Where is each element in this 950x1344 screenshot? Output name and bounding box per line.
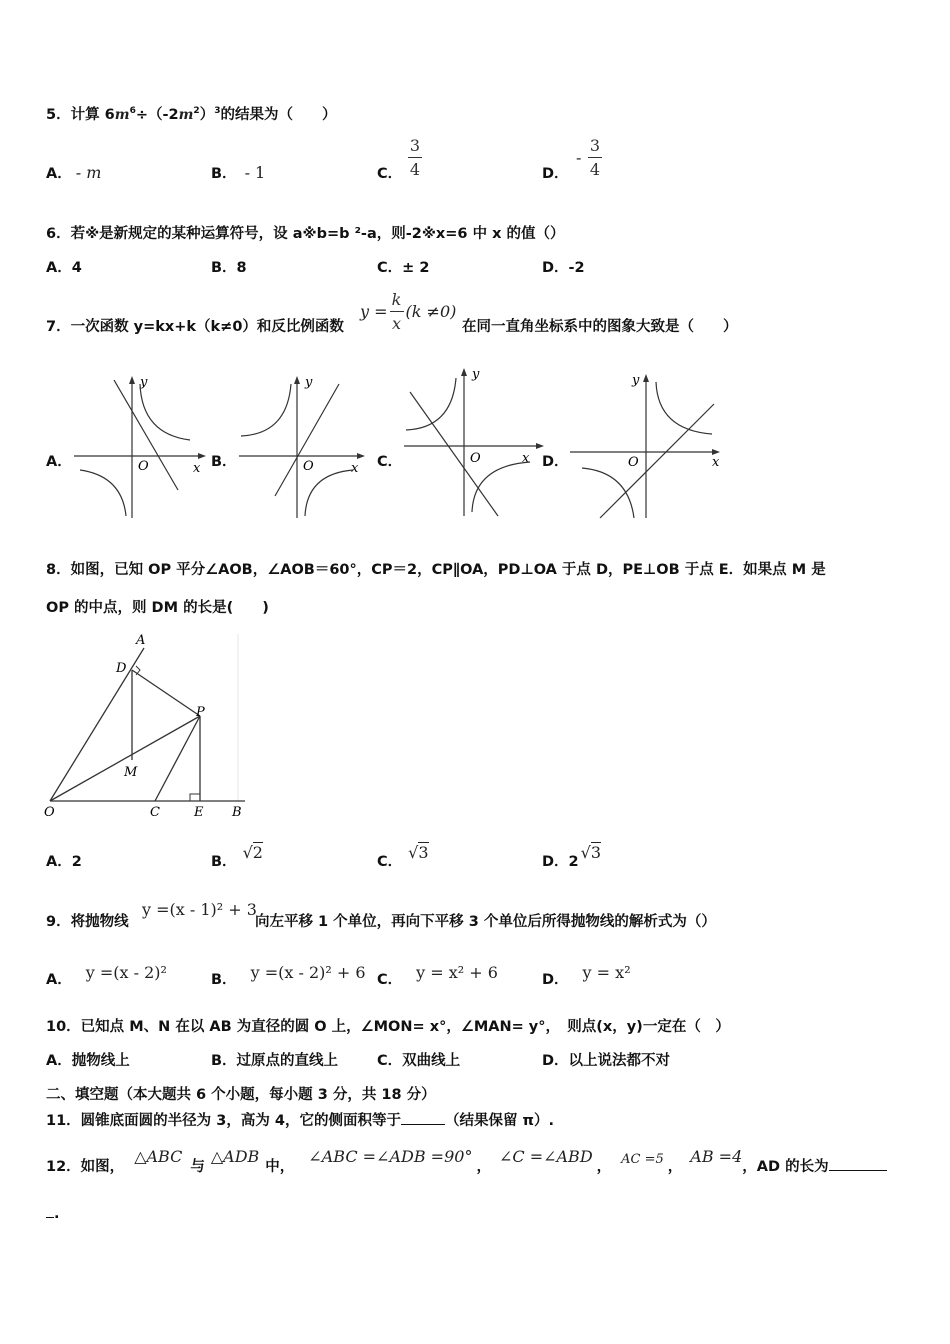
y-axis-arrow-icon <box>643 374 649 382</box>
q9-option-b[interactable]: B． y =(x - 2)² + 6 <box>211 963 366 988</box>
q10-option-a[interactable]: A．抛物线上 <box>46 1053 130 1069</box>
hyperbola-branch <box>241 384 291 436</box>
q6-option-c[interactable]: C．± 2 <box>377 260 430 276</box>
q12-continuation: . <box>46 1206 60 1222</box>
x-axis-label: x <box>712 455 720 470</box>
linear-function-line <box>275 384 339 496</box>
y-axis-label: y <box>472 367 480 382</box>
x-axis-arrow-icon <box>536 443 544 449</box>
x-axis-label: x <box>193 461 201 476</box>
guide <box>281 386 355 494</box>
q5-stem: 5．计算 $6m^6\div(-2m^2)^3$的结果为（ ） <box>46 106 337 123</box>
hyperbola-branch <box>80 470 126 516</box>
hyperbola-branch <box>472 462 530 512</box>
label-e: E <box>194 805 204 820</box>
q12-stem: 12．如图， △ABC 与 △ADB 中， ∠ABC =∠ADB =90° ， ∠C =∠ABD ， AC =5 ， AB =4 ，AD 的长为 <box>46 1155 887 1176</box>
y-axis-label: y <box>140 375 148 390</box>
origin-label: O <box>138 459 149 474</box>
q12-answer-blank[interactable] <box>829 1170 887 1171</box>
q7-option-b-label[interactable]: B． <box>211 454 237 470</box>
y-axis-arrow-icon <box>294 376 300 384</box>
guide <box>333 388 355 494</box>
label-o: O <box>44 805 55 820</box>
label-m: M <box>124 765 138 780</box>
guide <box>335 386 355 510</box>
q7-graph-b[interactable] <box>235 370 375 520</box>
x-axis-label: x <box>351 461 359 476</box>
q6-option-d[interactable]: D．-2 <box>542 260 585 276</box>
q5-option-d-label[interactable]: D． <box>542 166 569 182</box>
segment-pd <box>132 670 200 716</box>
linear-function-line <box>600 404 714 518</box>
q8-option-d[interactable]: D．2 √3 <box>542 843 602 870</box>
guide <box>335 386 345 518</box>
q8-option-a[interactable]: A．2 <box>46 854 82 870</box>
origin-label: O <box>303 459 314 474</box>
q7-graph-a[interactable] <box>70 370 210 520</box>
q6-stem: 6．若※是新规定的某种运算符号，设 a※b=b ²-a，则-2※x=6 中 x 的值（） <box>46 226 565 242</box>
q9-option-c[interactable]: C． y = x² + 6 <box>377 963 498 988</box>
q6-option-a[interactable]: A．4 <box>46 260 82 276</box>
q10-option-b[interactable]: B．过原点的直线上 <box>211 1053 339 1069</box>
label-c: C <box>150 805 160 820</box>
y-axis-label: y <box>632 373 640 388</box>
x-axis-arrow-icon <box>357 453 365 459</box>
y-axis-arrow-icon <box>129 376 135 384</box>
q5-option-a[interactable]: A． - m <box>46 163 102 182</box>
guide <box>335 386 353 494</box>
q8-option-b[interactable]: B． √2 <box>211 843 263 870</box>
q10-option-c[interactable]: C．双曲线上 <box>377 1053 461 1069</box>
section-2-title: 二、填空题（本大题共 6 个小题，每小题 3 分，共 18 分） <box>46 1087 436 1103</box>
q11-answer-blank[interactable] <box>401 1124 445 1125</box>
q9-option-a[interactable]: A． y =(x - 2)² <box>46 963 167 988</box>
q7-graph-c[interactable] <box>400 362 550 520</box>
q8-figure <box>40 626 250 822</box>
q5-option-b[interactable]: B． - 1 <box>211 163 266 182</box>
q10-option-d[interactable]: D．以上说法都不对 <box>542 1053 671 1069</box>
q8-stem-line1: 8．如图，已知 OP 平分∠AOB，∠AOB＝60°，CP＝2，CP∥OA，PD⊥OA 于点 D，PE⊥OB 于点 E．如果点 M 是 <box>46 562 826 578</box>
linear-function-line <box>410 392 498 516</box>
guide <box>281 386 357 494</box>
hyperbola-branch <box>656 382 712 434</box>
y-axis-label: y <box>305 375 313 390</box>
q7-option-d-label[interactable]: D． <box>542 454 569 470</box>
guide <box>279 386 355 492</box>
q9-stem-part2: 向左平移 1 个单位，再向下平移 3 个单位后所得抛物线的解析式为（） <box>255 914 716 930</box>
q9-stem-part1: 9．将抛物线 <box>46 914 129 930</box>
guide <box>333 386 357 494</box>
hyperbola-branch <box>140 384 190 440</box>
guide <box>337 384 355 510</box>
q5-option-c-label[interactable]: C． <box>377 166 403 182</box>
y-axis-arrow-icon <box>461 368 467 376</box>
q9-formula: y =(x - 1)² + 3 <box>142 900 257 919</box>
origin-label: O <box>470 451 481 466</box>
q6-option-b[interactable]: B．8 <box>211 260 247 276</box>
q8-stem-line2: OP 的中点，则 DM 的长是( ) <box>46 600 269 616</box>
label-p: P <box>196 705 205 720</box>
q10-stem: 10．已知点 M、N 在以 AB 为直径的圆 O 上，∠MON= x°，∠MAN= y°， 则点(x，y)一定在（ ） <box>46 1019 730 1035</box>
q7-stem-part2: 在同一直角坐标系中的图象大致是（ ） <box>462 319 738 335</box>
label-a: A <box>136 633 146 648</box>
q7-formula: y = $\frac{k}{x}$ (k ≠0) <box>360 290 457 333</box>
q5-option-d-sign: - <box>576 148 582 167</box>
x-axis-label: x <box>522 451 530 466</box>
q5-option-c-fraction: 3 4 <box>409 136 421 179</box>
q9-option-d[interactable]: D． y = x² <box>542 963 631 988</box>
q5-option-d-fraction: 3 4 <box>589 136 601 179</box>
q7-option-c-label[interactable]: C． <box>377 454 403 470</box>
x-axis-arrow-icon <box>198 453 206 459</box>
label-b: B <box>232 805 242 820</box>
hyperbola-branch <box>305 470 353 516</box>
label-d: D <box>116 661 127 676</box>
q7-stem-part1: 7．一次函数 y=kx+k（k≠0）和反比例函数 <box>46 319 344 335</box>
q7-graph-d[interactable] <box>566 368 726 520</box>
right-angle-mark <box>190 794 200 801</box>
guide <box>335 386 359 502</box>
q8-option-c[interactable]: C． √3 <box>377 843 429 870</box>
origin-label: O <box>628 455 639 470</box>
q11-stem: 11．圆锥底面圆的半径为 3，高为 4，它的侧面积等于 （结果保留 π）. <box>46 1113 554 1129</box>
q7-option-a-label[interactable]: A． <box>46 454 72 470</box>
